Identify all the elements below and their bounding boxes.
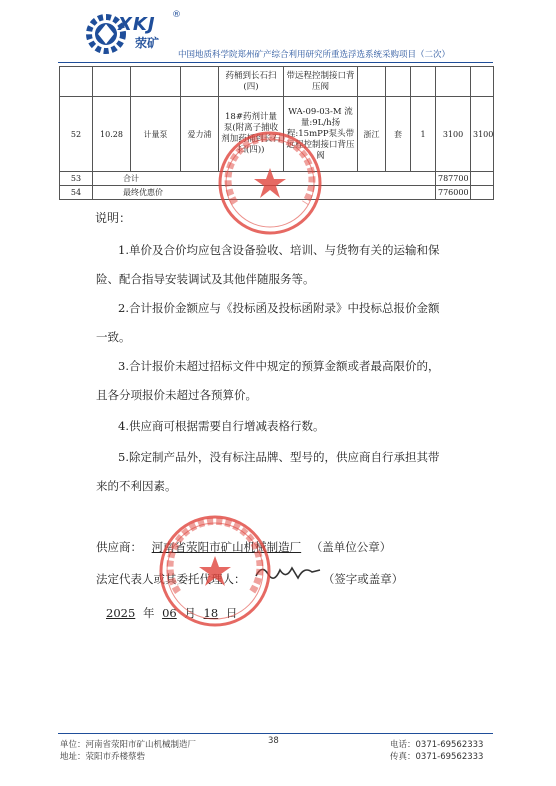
cell-sum-label: 合计 [93,172,436,186]
note-5-line-1: 5.除定制产品外，没有标注品牌、型号的，供应商自行承担其带 [118,450,440,464]
logo-chinese-name: 荥矿 [135,36,160,50]
cell-name: 计量泵 [131,97,181,172]
cell-qty: 1 [411,97,436,172]
supplier-name: 河南省荥阳市矿山机械制造厂 [151,540,302,554]
cell-unit: 套 [386,97,411,172]
note-3-line-1: 3.合计报价未超过招标文件中规定的预算金额或者最高限价的， [118,359,440,373]
page-number: 38 [268,736,279,746]
note-1-line-1: 1.单价及合价均应包含设备验收、培训、与货物有关的运输和保 [118,243,440,257]
project-title: 中国地质科学院郑州矿产综合利用研究所重选浮选系统采购项目（二次） [178,50,451,60]
cell-no: 54 [60,186,93,200]
date-day: 18 [203,606,219,620]
cell-total: 3100 [471,97,494,172]
footer-fax: 传真：0371-69562333 [390,752,484,762]
date-year: 2025 [106,606,136,620]
note-5-line-2: 来的不利因素。 [96,479,177,493]
cell-no: 52 [60,97,93,172]
year-unit: 年 [142,606,155,620]
notes-title: 说明： [95,211,132,225]
company-seal-top [215,128,325,238]
cell-price: 3100 [436,97,471,172]
cell-date: 10.28 [93,97,131,172]
footer-divider [58,733,493,734]
company-seal-bottom [156,512,274,630]
rep-label: 法定代表人或其委托代理人： [96,572,246,586]
note-4: 4.供应商可根据需要自行增减表格行数。 [118,419,325,433]
day-unit: 日 [225,606,238,620]
supplier-label: 供应商： [96,540,142,554]
footer-phone: 电话：0371-69562333 [390,740,484,750]
cell-origin: 浙江 [358,97,386,172]
note-3-line-2: 且各分项报价未超过各预算价。 [96,388,257,402]
table-row [60,67,494,97]
header-divider [58,62,493,63]
footer-address: 地址：荥阳市乔楼蔡砦 [60,752,146,762]
cell-model: WA-09-03-M 流量:9L/h扬程:15mPP泵头带远程控制接口背压阀 [284,97,358,172]
note-1-line-2: 险、配合指导安装调试及其他伴随服务等。 [96,272,315,286]
cell-brand: 爱力浦 [181,97,219,172]
logo-text: XKJ [118,14,156,35]
cell-sum-value: 776000 [436,186,471,200]
supplier-note: （盖单位公章） [310,540,392,554]
date-month: 06 [162,606,177,620]
cell-desc: 药桶到长石扫(四) [219,67,284,97]
cell-sum-value: 787700 [436,172,471,186]
registered-mark: ® [172,10,181,20]
cell-sum-label: 最终优惠价 [93,186,436,200]
cell-desc: 18#药剂计量泵(附离子捕收剂加药桶到长石扫(四)) [219,97,284,172]
cell-model: 带远程控制接口背压阀 [284,67,358,97]
note-2-line-1: 2.合计报价金额应与《投标函及投标函附录》中投标总报价金额 [118,301,440,315]
month-unit: 月 [184,606,196,620]
rep-note: （签字或盖章） [322,572,404,586]
page-header [0,0,556,64]
footer-unit: 单位：河南省荥阳市矿山机械制造厂 [60,740,197,750]
note-2-line-2: 一致。 [96,330,131,344]
cell-no: 53 [60,172,93,186]
